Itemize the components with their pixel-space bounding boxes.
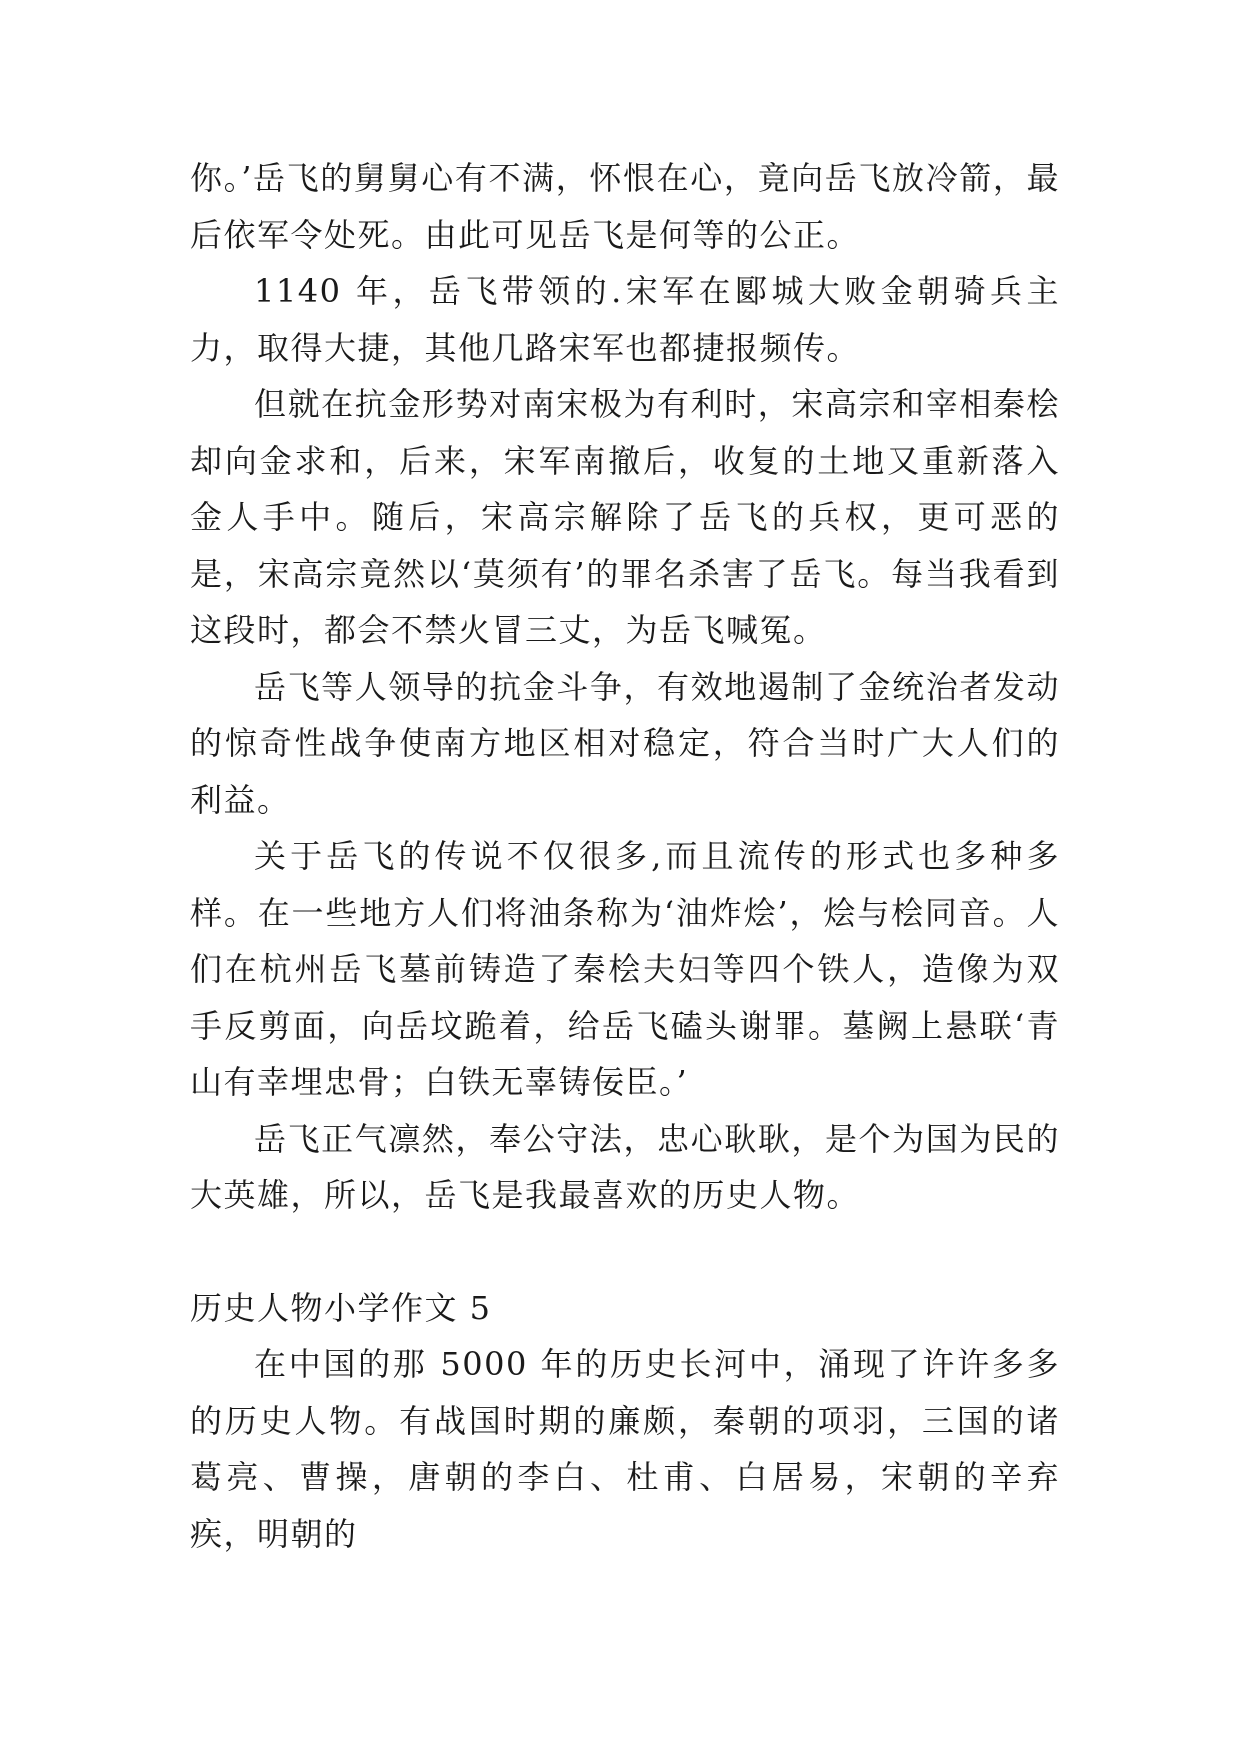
paragraph-4: 岳飞等人领导的抗金斗争，有效地遏制了金统治者发动的惊奇性战争使南方地区相对稳定，符合当时广大人们的利益。	[190, 667, 1060, 819]
paragraph-1: 你。’岳飞的舅舅心有不满，怀恨在心，竟向岳飞放冷箭，最后依军令处死。由此可见岳飞是何等的公正。	[190, 159, 1060, 254]
paragraph-6: 岳飞正气凛然，奉公守法，忠心耿耿，是个为国为民的大英雄，所以，岳飞是我最喜欢的历史人物。	[190, 1119, 1060, 1214]
section-gap	[190, 1224, 1060, 1280]
document-body	[190, 150, 1060, 1562]
paragraph-7: 在中国的那 5000 年的历史长河中，涌现了许许多多的历史人物。有战国时期的廉颇，秦朝的项羽，三国的诸葛亮、曹操，唐朝的李白、杜甫、白居易，宋朝的辛弃疾，明朝的	[190, 1345, 1060, 1553]
section-title: 历史人物小学作文 5	[190, 1288, 492, 1327]
paragraph-3: 但就在抗金形势对南宋极为有利时，宋高宗和宰相秦桧却向金求和，后来，宋军南撤后，收复的土地又重新落入金人手中。随后，宋高宗解除了岳飞的兵权，更可恶的是，宋高宗竟然以‘莫须有’的罪名杀害了岳飞。每当我看到这段时，都会不禁火冒三丈，为岳飞喊冤。	[190, 385, 1060, 649]
paragraph-5: 关于岳飞的传说不仅很多,而且流传的形式也多种多样。在一些地方人们将油条称为‘油炸烩’，烩与桧同音。人们在杭州岳飞墓前铸造了秦桧夫妇等四个铁人，造像为双手反剪面，向岳坟跪着，给岳飞磕头谢罪。墓阙上悬联‘青山有幸埋忠骨；白铁无辜铸佞臣。’	[190, 837, 1060, 1101]
paragraph-2: 1140 年，岳飞带领的.宋军在郾城大败金朝骑兵主力，取得大捷，其他几路宋军也都捷报频传。	[190, 272, 1060, 367]
